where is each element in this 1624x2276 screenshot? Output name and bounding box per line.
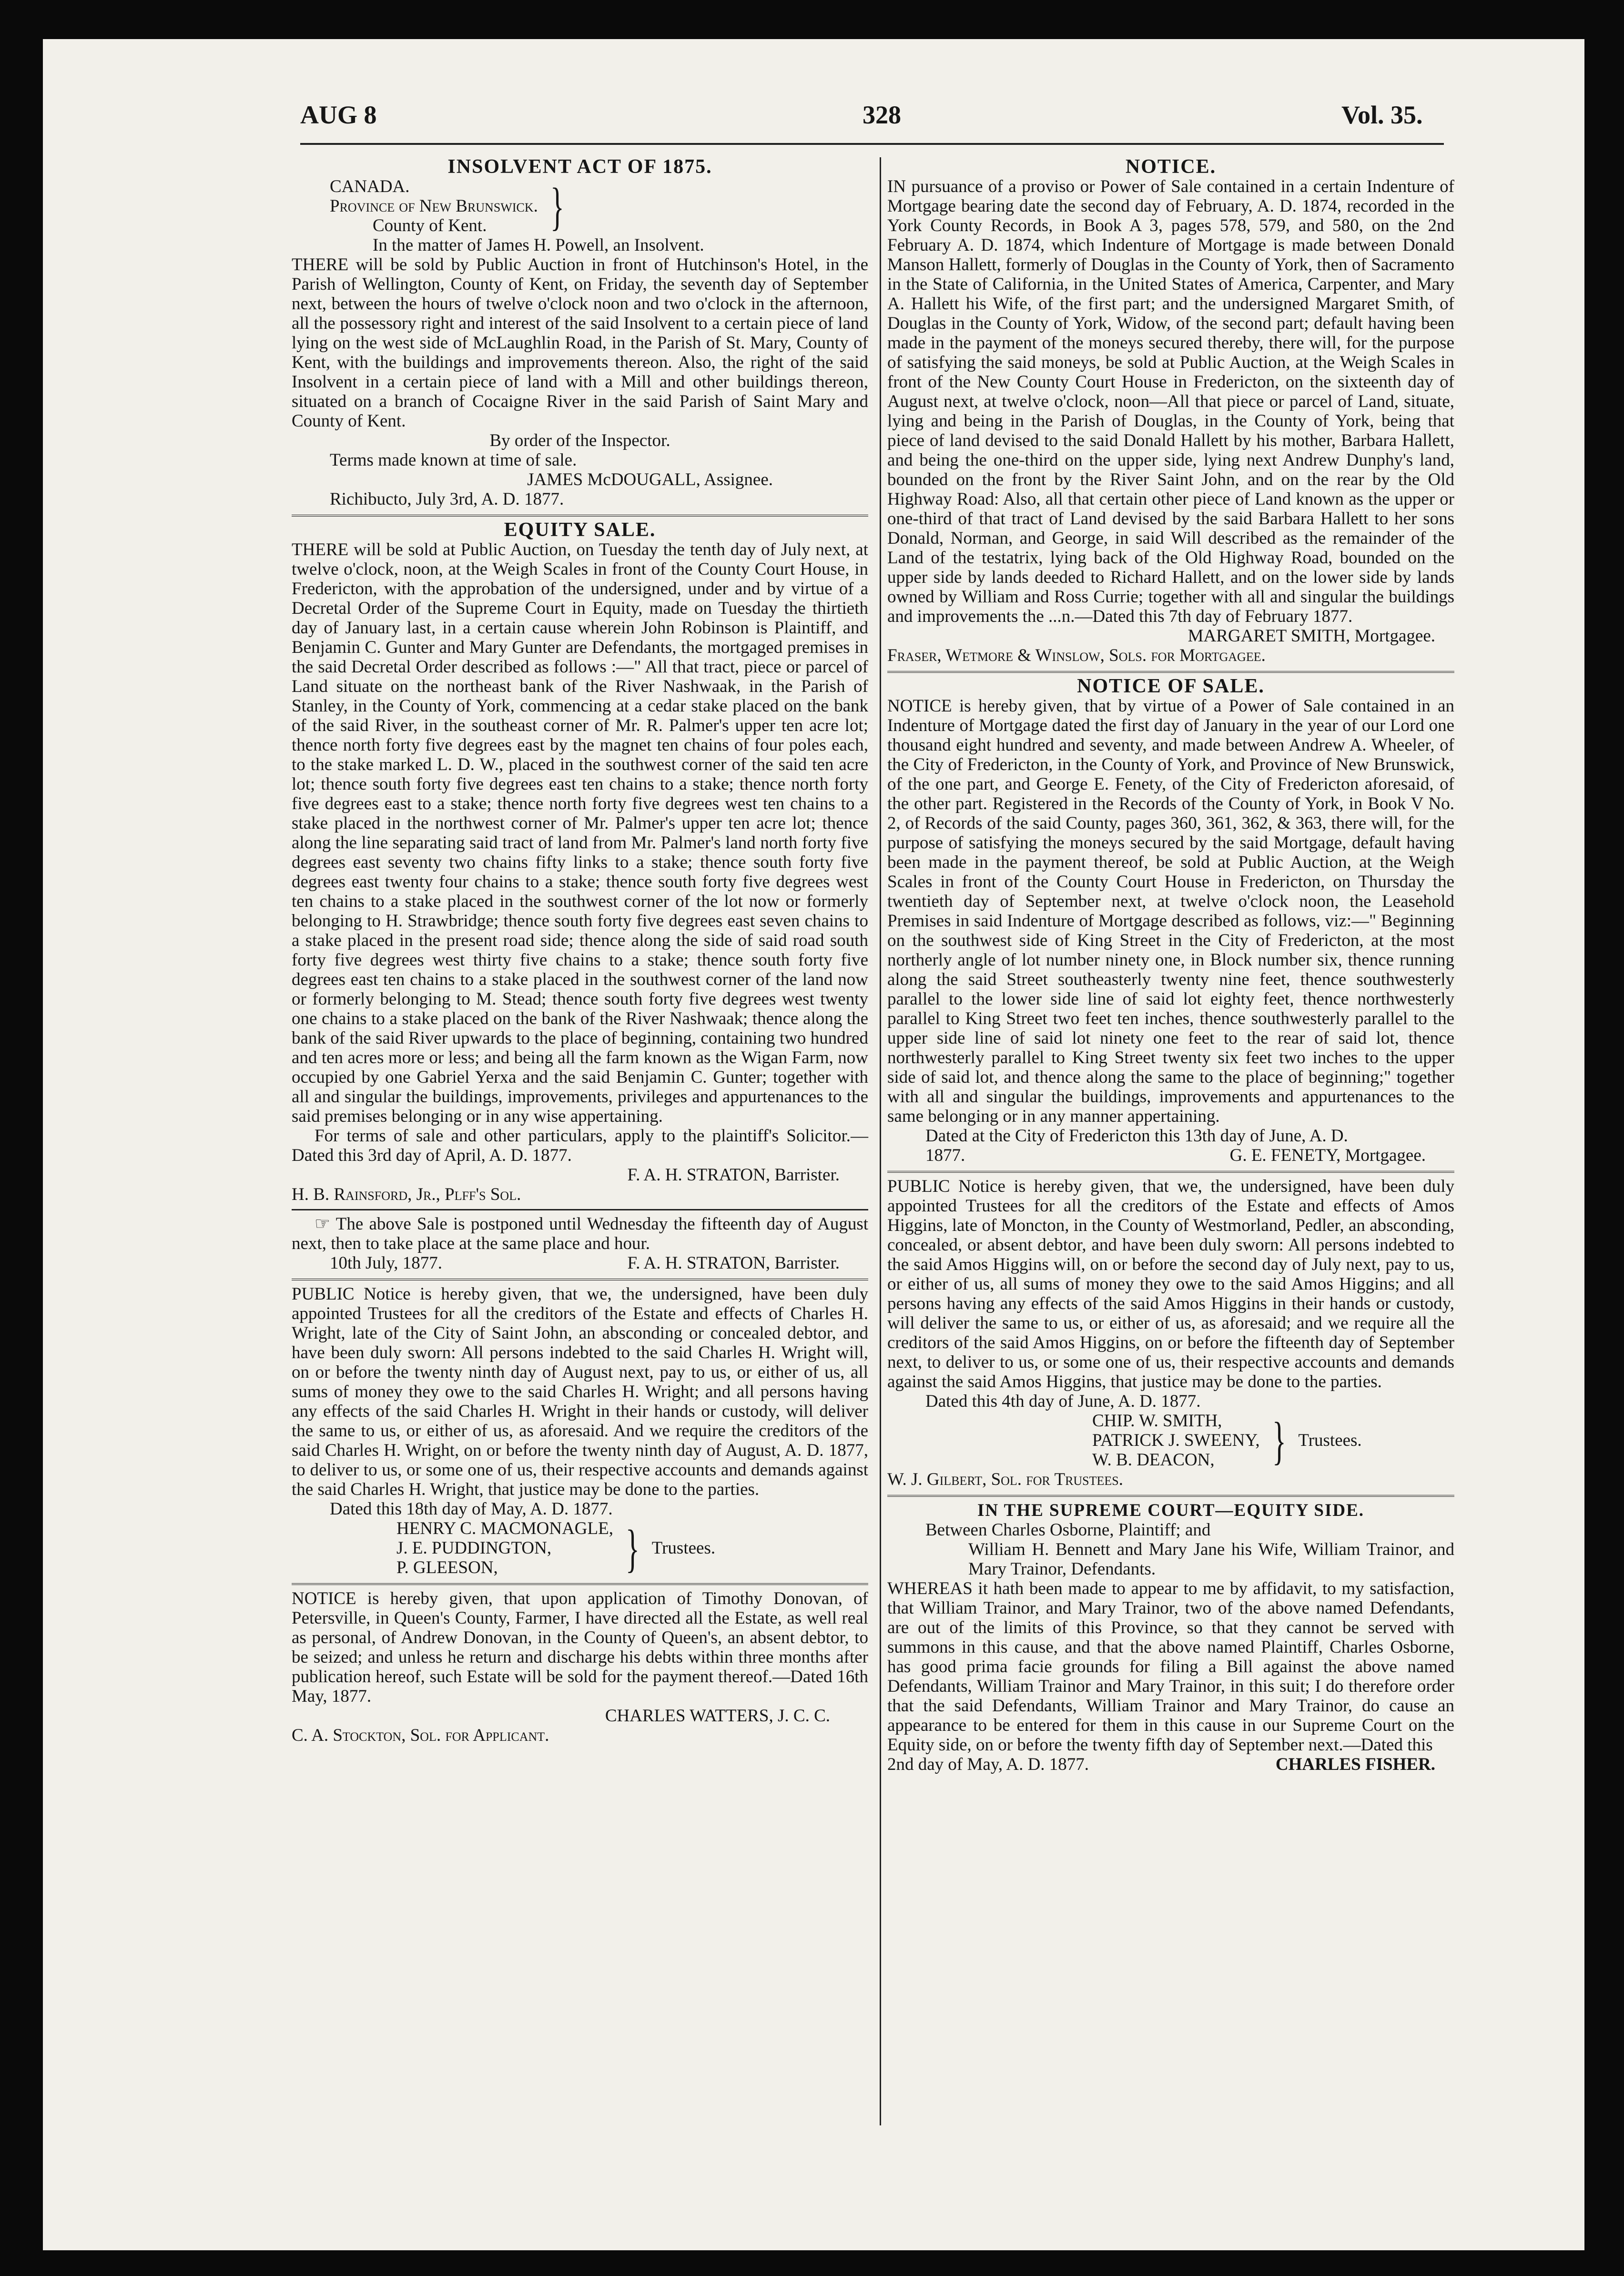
notice-signer: MARGARET SMITH, Mortgagee. bbox=[1188, 626, 1435, 646]
equity-solicitor: H. B. Rainsford, Jr., Plff's Sol. bbox=[292, 1185, 521, 1204]
sale-signature bbox=[887, 1146, 1454, 1165]
trustees-label: Trustees. bbox=[1298, 1431, 1362, 1450]
trustee-name: PATRICK J. SWEENY, bbox=[1092, 1431, 1260, 1450]
higgins-body: PUBLIC Notice is hereby given, that we, the undersigned, have been duly appointed Trustees for all the creditors of the Estate and effects of Amos Higgins, late of Moncton, in the County of Westmorland, Pedler, an absconding, concealed, or absent debtor, and have been duly sworn: All persons indebted to the said Amos Higgins will, on or before the second day of July next, pay to us, or either of us, all sums of money they owe to the said Amos Higgins; and all persons having any effects of the said Amos Higgins in their hands or custody, will deliver the same to us, or either of us, as aforesaid; and we require all the creditors of the said Amos Higgins, on or before the fifteenth day of September next, to deliver to us, or some one of us, their respective accounts and demands against the said Amos Higgins, that justice may be done to the parties. bbox=[887, 1177, 1454, 1392]
supreme-court-notice bbox=[887, 1501, 1454, 1774]
equity-dated-2: 10th July, 1877. bbox=[330, 1253, 443, 1273]
wright-trustee-notice bbox=[292, 1284, 868, 1577]
page-header bbox=[0, 100, 1624, 148]
insolvent-body: THERE will be sold by Public Auction in front of Hutchinson's Hotel, in the Parish of Wellington, County of Kent, on Friday, the seventh day of September next, between the hours of twelve o'clock noon and two o'clock in the afternoon, all the possessory right and interest of the said Insolvent to a certain piece of land lying on the west side of McLaughlin Road, in the Parish of St. Mary, County of Kent, with the buildings and improvements thereon. Also, the right of the said Insolvent in a certain piece of land with a Mill and other buildings thereon, situated on a branch of Cocaigne River in the said Parish of Saint Mary and County of Kent. bbox=[292, 255, 868, 431]
insolvent-notice bbox=[292, 157, 868, 509]
section-divider bbox=[292, 1209, 868, 1210]
sale-dated: Dated at the City of Fredericton this 13th day of June, A. D. bbox=[925, 1126, 1348, 1146]
header-page-number: 328 bbox=[863, 101, 901, 129]
sale-title: NOTICE OF SALE. bbox=[1077, 675, 1265, 697]
equity-sale-notice bbox=[292, 520, 868, 1273]
trustee-name: J. E. PUDDINGTON, bbox=[396, 1538, 552, 1558]
higgins-trustee-notice bbox=[887, 1177, 1454, 1489]
trustee-name: CHIP. W. SMITH, bbox=[1092, 1411, 1222, 1431]
equity-terms: For terms of sale and other particulars, apply to the plaintiff's Solicitor.—Dated this 3rd day of April, A. D. 1877. bbox=[292, 1126, 868, 1165]
court-dated: 2nd day of May, A. D. 1877. bbox=[887, 1755, 1089, 1774]
equity-postponed-signature bbox=[292, 1253, 868, 1273]
equity-postponed: ☞ The above Sale is postponed until Wednesday the fifteenth day of August next, then to take place at the same place and hour. bbox=[292, 1214, 868, 1253]
mortgage-notice bbox=[887, 157, 1454, 665]
sale-body: NOTICE is hereby given, that by virtue of a Power of Sale contained in an Indenture of Mortgage dated the first day of January in the year of our Lord one thousand eight hundred and seventy, and made between Andrew A. Wheeler, of the City of Fredericton, in the County of York, and Province of New Brunswick, of the one part, and George E. Fenety, of the City of Fredericton aforesaid, of the other part. Registered in the Records of the County of York, in Book V No. 2, of Records of the said County, pages 360, 361, 362, & 363, there will, for the purpose of satisfying the moneys secured by the said Mortgage, default having been made in the payment thereof, be sold at Public Auction, at the Weigh Scales in front of the County Court House in Fredericton, on Thursday the twentieth day of September next, at twelve o'clock noon, the Leasehold Premises in said Indenture of Mortgage described as follows, viz:—" Beginning on the southwest side of King Street in the City of Fredericton, at the most northerly angle of lot number ninety one, in Block number six, thence running along the said Street southeasterly twenty nine feet, thence southwesterly parallel to the lower side line of said lot eighty feet, thence northwesterly parallel to King Street two feet ten inches, thence southwesterly parallel to the upper side line of said lot ninety one feet to the rear of said lot, thence northwesterly parallel to King Street twenty six feet two inches to the upper side of said lot, and thence along the same to the place of beginning;" together with all and singular the buildings, improvements and appurtenances to the same belonging or in any manner appertaining. bbox=[887, 696, 1454, 1126]
equity-signer-2: F. A. H. STRATON, Barrister. bbox=[627, 1253, 840, 1273]
brace-glyph: } bbox=[1272, 1411, 1286, 1470]
right-column bbox=[887, 157, 1454, 1774]
jurisdiction-county: County of Kent. bbox=[373, 216, 487, 235]
notice-title: NOTICE. bbox=[1125, 156, 1217, 178]
section-divider bbox=[292, 515, 868, 517]
equity-signer: F. A. H. STRATON, Barrister. bbox=[627, 1165, 840, 1185]
trustee-name: P. GLEESON, bbox=[396, 1558, 498, 1577]
brace-glyph: } bbox=[625, 1519, 639, 1577]
insolvent-jurisdiction bbox=[292, 177, 868, 235]
wright-dated: Dated this 18th day of May, A. D. 1877. bbox=[330, 1499, 613, 1519]
insolvent-matter: In the matter of James H. Powell, an Insolvent. bbox=[373, 235, 704, 255]
jurisdiction-province: Province of New Brunswick. bbox=[330, 196, 538, 216]
trustee-name: HENRY C. MACMONAGLE, bbox=[396, 1519, 613, 1538]
sale-signer: G. E. FENETY, Mortgagee. bbox=[1229, 1146, 1426, 1165]
court-parties: William H. Bennett and Mary Jane his Wife, William Trainor, and Mary Trainor, Defendants. bbox=[968, 1540, 1454, 1579]
header-volume: Vol. 35. bbox=[1341, 101, 1423, 129]
notice-body: IN pursuance of a proviso or Power of Sale contained in a certain Indenture of Mortgage bearing date the second day of February, A. D. 1874, recorded in the York County Records, in Book A 3, pages 578, 579, and 580, on the 2nd February A. D. 1874, which Indenture of Mortgage is made between Donald Manson Hallett, formerly of Douglas in the County of York, then of Sacramento in the State of California, in the United States of America, Carpenter, and Mary A. Hallett his Wife, of the first part; and the undersigned Margaret Smith, of Douglas in the County of York, Widow, of the second part; default having been made in the payment of the moneys secured thereby, there will, for the purpose of satisfying the said moneys, be sold at Public Auction, at the Weigh Scales in front of the New County Court House in Fredericton, on the sixteenth day of August next, at twelve o'clock, noon—All that piece or parcel of Land, situate, lying and being in the Parish of Douglas, in the County of York, being that piece of land devised to the said Donald Hallett by his mother, Barbara Hallett, and being the one-third on the upper side, lying next Andrew Dunphy's land, bounded on the front by the River Saint John, and on the rear by the Old Highway Road: Also, all that certain other piece of Land known as the upper or one-third of that tract of Land devised by the said Barbara Hallett to her sons Donald, Norman, and George, in said Will described as the remainder of the Land of the testatrix, lying back of the Old Highway Road, bounded on the upper side by lands deeded to Richard Hallett, and on the lower side by lands owned by William and Ross Currie; together with all and singular the buildings and improvements the ...n.—Dated this 7th day of February 1877. bbox=[887, 177, 1454, 626]
notice-solicitors: Fraser, Wetmore & Winslow, Sols. for Mortgagee. bbox=[887, 646, 1266, 665]
equity-title: EQUITY SALE. bbox=[504, 519, 656, 541]
higgins-trustees bbox=[887, 1411, 1454, 1470]
sale-year: 1877. bbox=[925, 1146, 965, 1165]
insolvent-title: INSOLVENT ACT OF 1875. bbox=[447, 156, 712, 178]
insolvent-terms: Terms made known at time of sale. bbox=[330, 450, 577, 470]
higgins-solicitor: W. J. Gilbert, Sol. for Trustees. bbox=[887, 1470, 1124, 1489]
equity-body: THERE will be sold at Public Auction, on Tuesday the tenth day of July next, at twelve o'clock, noon, at the Weigh Scales in front of the County Court House, in Fredericton, with the approbation of the undersigned, under and by virtue of a Decretal Order of the Supreme Court in Equity, made on Tuesday the thirtieth day of January last, in a certain cause wherein John Robinson is Plaintiff, and Benjamin C. Gunter and Mary Gunter are Defendants, the mortgaged premises in the said Decretal Order described as follows :—" All that tract, piece or parcel of Land situate on the northeast bank of the River Nashwaak, in the Parish of Stanley, in the County of York, commencing at a cedar stake placed on the bank of the said River, in the southeast corner of Mr. R. Palmer's upper ten acre lot; thence north forty five degrees east by the magnet ten chains of four poles each, to the stake marked L. D. W., placed in the southwest corner of the said ten acre lot; thence south forty five degrees east ten chains to a stake; thence north forty five degrees east to a stake; thence north forty five degrees west ten chains to a stake placed in the northwest corner of Mr. Palmer's upper ten acre lot; thence along the line separating said tract of land from Mr. Palmer's land north forty five degrees east seventy two chains fifty links to a stake; thence south forty five degrees east twenty four chains to a stake; thence south forty five degrees west ten chains to a stake placed in the southwest corner of the lot now or formerly belonging to H. Strawbridge; thence south forty five degrees east seven chains to a stake placed in the present road side; thence along the side of said road south forty five degrees west thirty five chains to a stake; thence south forty five degrees east ten chains to a stake placed in the southwest corner of the land now or formerly belonging to M. Stead; thence south forty five degrees west twenty one chains to a stake placed on the bank of the River Nashwaak; thence along the bank of the said River upwards to the place of beginning, containing two hundred and ten acres more or less; and being all the farm known as the Wigan Farm, now occupied by one Gabriel Yerxa and the said Benjamin C. Gunter; together with all and singular the buildings, improvements, privileges and appurtenances to the said premises belonging or in any wise appertaining. bbox=[292, 540, 868, 1126]
court-title: IN THE SUPREME COURT—EQUITY SIDE. bbox=[977, 1501, 1365, 1520]
section-divider bbox=[887, 671, 1454, 673]
section-divider bbox=[292, 1583, 868, 1585]
header-rule bbox=[300, 143, 1444, 145]
section-divider bbox=[887, 1171, 1454, 1173]
court-signature bbox=[887, 1755, 1454, 1774]
donovan-notice bbox=[292, 1589, 868, 1745]
insolvent-order: By order of the Inspector. bbox=[489, 431, 670, 450]
wright-body: PUBLIC Notice is hereby given, that we, the undersigned, have been duly appointed Trustees for all the creditors of the Estate and effects of Charles H. Wright, late of the City of Saint John, an absconding or concealed debtor, and have been duly sworn: All persons indebted to the said Charles H. Wright will, on or before the twenty ninth day of August next, pay to us, or either of us, all sums of money they owe to the said Charles H. Wright; and all persons having any effects of the said Charles H. Wright in their hands or custody, will deliver the same to us, or either of us, as aforesaid. And we require the creditors of the said Charles H. Wright, on or before the twenty ninth day of August, A. D. 1877, to deliver to us, or some one of us, their respective accounts and demands against the said Charles H. Wright, that justice may be done to the parties. bbox=[292, 1284, 868, 1499]
header-date: AUG 8 bbox=[300, 101, 377, 129]
insolvent-signer: JAMES McDOUGALL, Assignee. bbox=[527, 470, 773, 489]
section-divider bbox=[292, 1279, 868, 1280]
notice-of-sale bbox=[887, 677, 1454, 1165]
column-rule bbox=[880, 157, 881, 2125]
left-column bbox=[292, 157, 868, 1745]
court-body: WHEREAS it hath been made to appear to me by affidavit, to my satisfaction, that William Trainor, and Mary Trainor, two of the above named Defendants, are out of the limits of this Province, so that they cannot be served with summons in this cause, and that the above named Plaintiff, Charles Osborne, has good prima facie grounds for filing a Bill against the above named Defendants, William Trainor and Mary Trainor, in this suit; I do therefore order that the said Defendants, William Trainor and Mary Trainor, do cause an appearance to be entered for them in this cause in our Supreme Court on the Equity side, on or before the twenty fifth day of September next.—Dated this bbox=[887, 1579, 1454, 1755]
donovan-body: NOTICE is hereby given, that upon application of Timothy Donovan, of Petersville, in Queen's County, Farmer, I have directed all the Estate, as well real as personal, of Andrew Donovan, in the County of Queen's, an absent debtor, to be seized; and unless he return and discharge his debts within three months after publication hereof, such Estate will be sold for the payment thereof.—Dated 16th May, 1877. bbox=[292, 1589, 868, 1706]
court-signer: CHARLES FISHER. bbox=[1275, 1755, 1435, 1774]
donovan-solicitor: C. A. Stockton, Sol. for Applicant. bbox=[292, 1726, 549, 1745]
jurisdiction-country: CANADA. bbox=[330, 177, 410, 196]
brace-glyph: } bbox=[550, 177, 564, 235]
trustee-name: W. B. DEACON, bbox=[1092, 1450, 1215, 1470]
court-between: Between Charles Osborne, Plaintiff; and bbox=[925, 1520, 1211, 1540]
insolvent-dated: Richibucto, July 3rd, A. D. 1877. bbox=[330, 489, 564, 509]
wright-trustees bbox=[292, 1519, 868, 1577]
donovan-signer: CHARLES WATTERS, J. C. C. bbox=[605, 1706, 830, 1726]
higgins-dated: Dated this 4th day of June, A. D. 1877. bbox=[925, 1392, 1201, 1411]
section-divider bbox=[887, 1495, 1454, 1497]
trustees-label: Trustees. bbox=[651, 1538, 716, 1558]
